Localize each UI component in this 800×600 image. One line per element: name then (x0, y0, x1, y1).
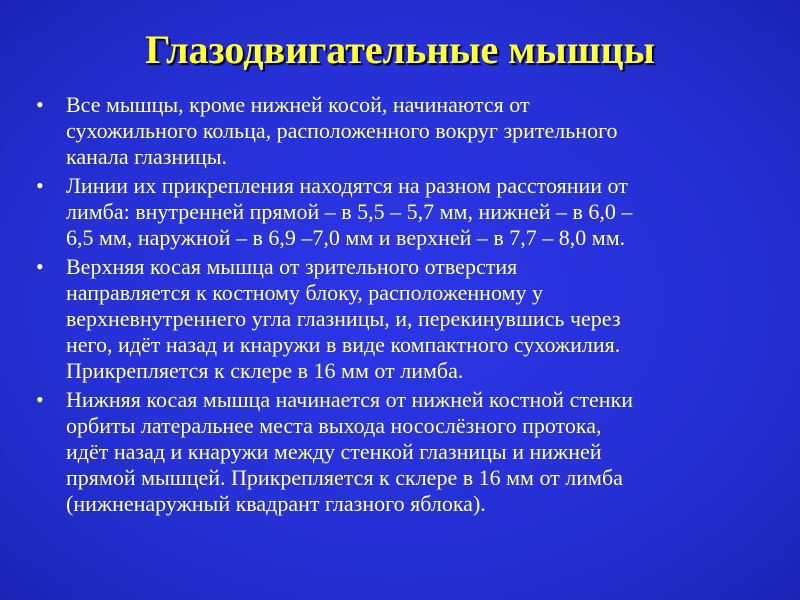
bullet-line: Нижняя косая мышца начинается от нижней костной стенки (66, 387, 633, 412)
bullet-line: лимба: внутренней прямой – в 5,5 – 5,7 мм, нижней – в 6,0 – (66, 199, 633, 224)
bullet-item (32, 387, 772, 517)
bullet-line: Все мышцы, кроме нижней косой, начинаются от (66, 92, 530, 117)
bullet-line: прямой мышцей. Прикрепляется к склере в 16 мм от лимба (66, 465, 623, 490)
bullet-line: сухожильного кольца, расположенного вокруг зрительного (66, 118, 618, 143)
bullet-line: 6,5 мм, наружной – в 6,9 –7,0 мм и верхней – в 7,7 – 8,0 мм. (66, 225, 626, 250)
bullet-line: (нижненаружный квадрант глазного яблока). (66, 491, 486, 516)
bullet-line: Верхняя косая мышца от зрительного отверстия (66, 254, 518, 279)
bullet-marker: • (36, 173, 44, 198)
bullet-line: направляется к костному блоку, расположенному у (66, 280, 543, 305)
bullet-list (32, 92, 772, 520)
bullet-item (32, 92, 772, 170)
bullet-item (32, 254, 772, 384)
bullet-line: Линии их прикрепления находятся на разном расстоянии от (66, 173, 628, 198)
bullet-marker: • (36, 254, 44, 279)
bullet-marker: • (36, 387, 44, 412)
bullet-item (32, 173, 772, 251)
bullet-line: верхневнутреннего угла глазницы, и, перекинувшись через (66, 306, 621, 331)
bullet-line: идёт назад и кнаружи между стенкой глазницы и нижней (66, 439, 602, 464)
bullet-marker: • (36, 92, 44, 117)
bullet-line: орбиты латеральнее места выхода носослёзного протока, (66, 413, 602, 438)
bullet-line: него, идёт назад и кнаружи в виде компактного сухожилия. (66, 332, 621, 357)
bullet-line: Прикрепляется к склере в 16 мм от лимба. (66, 358, 464, 383)
slide-title: Глазодвигательные мышцы (145, 27, 655, 72)
bullet-line: канала глазницы. (66, 144, 228, 169)
